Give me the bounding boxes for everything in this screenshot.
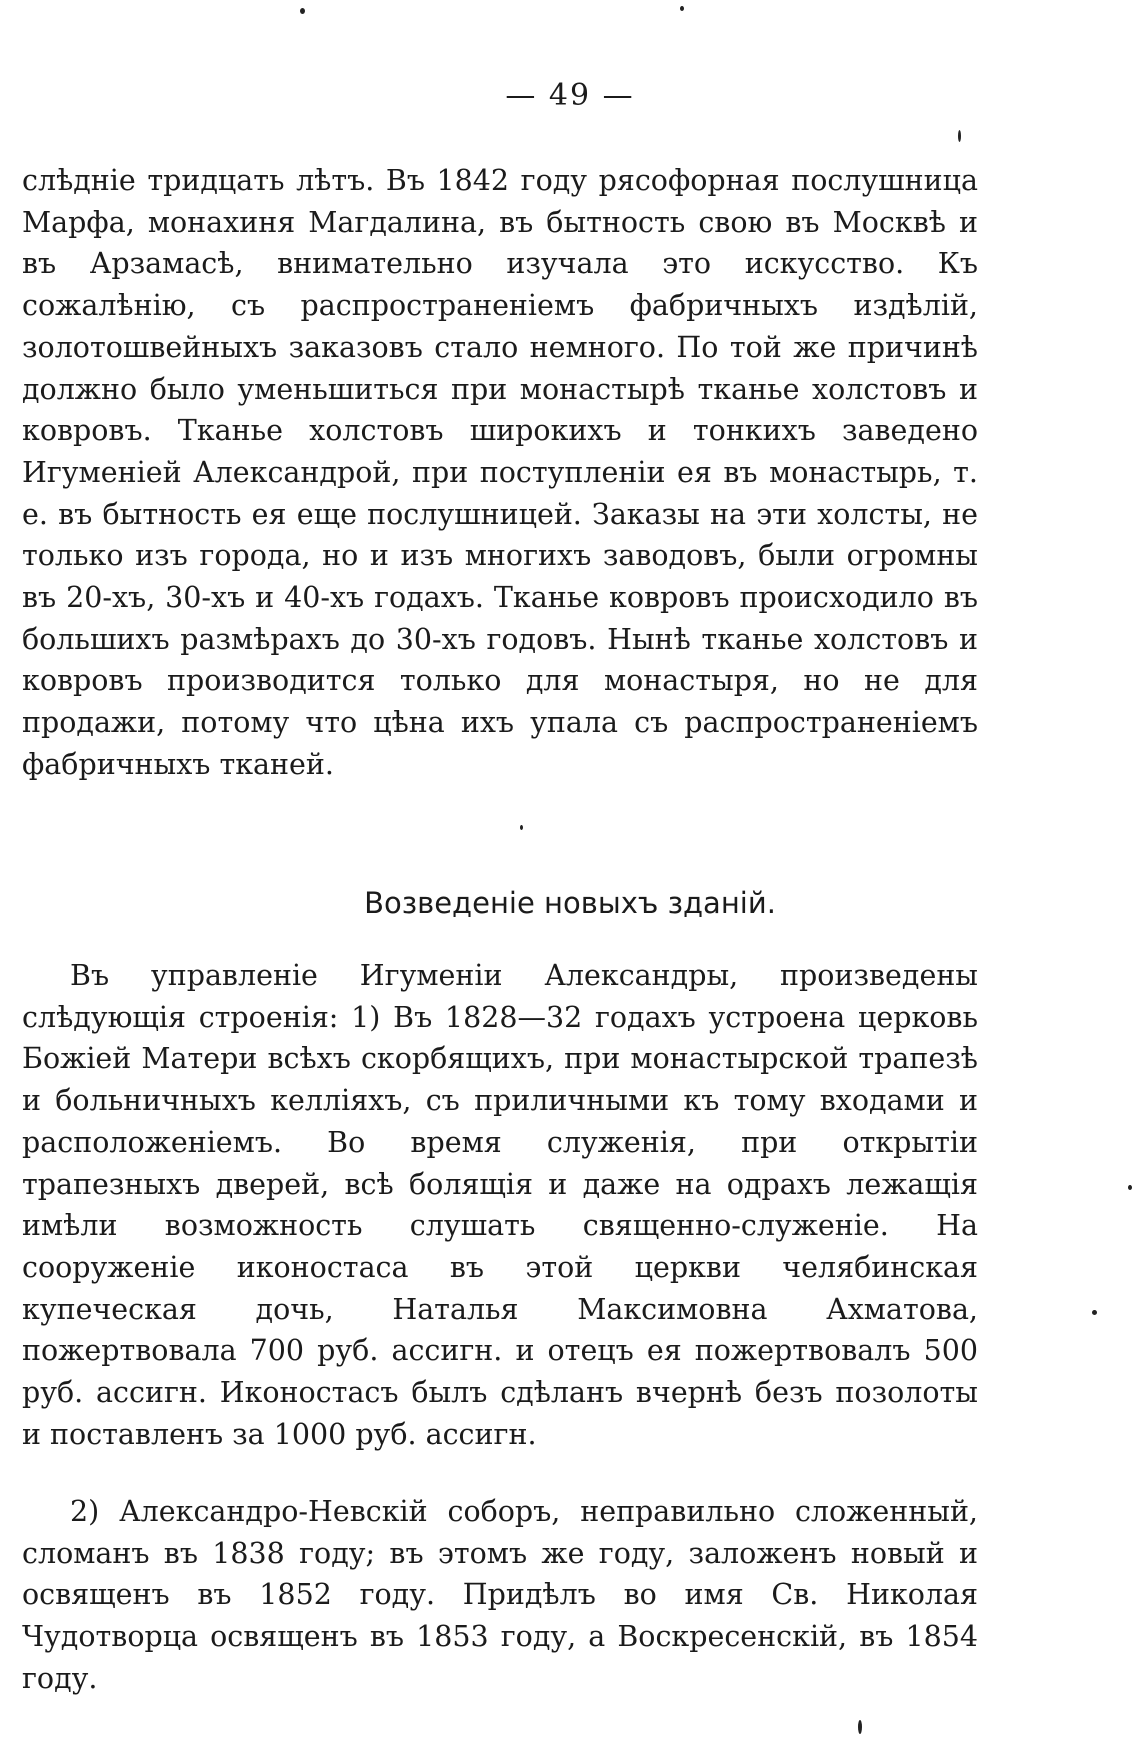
paper-speck — [520, 825, 523, 830]
paper-speck — [1092, 1310, 1097, 1315]
paragraph-cathedral — [22, 1491, 978, 1700]
paper-speck — [858, 1720, 862, 1734]
paper-speck — [1128, 1185, 1132, 1190]
paper-speck — [958, 130, 961, 142]
paragraph-text: 2) Александро-Невскій соборъ, неправильно сложенный, сломанъ въ 1838 году; въ этомъ же году, заложенъ новый и освященъ въ 1852 году. Придѣлъ во имя Св. Николая Чудотворца освященъ въ 1853 году, а Воскресенскій, въ 1854 году. — [22, 1495, 978, 1695]
paper-speck — [300, 8, 305, 14]
paper-speck — [680, 6, 684, 11]
section-heading: Возведеніе новыхъ зданій. — [364, 886, 776, 920]
paragraph-weaving — [22, 160, 978, 786]
paragraph-text: Въ управленіе Игуменіи Александры, произведены слѣдующія строенія: 1) Въ 1828—32 годахъ устроена церковь Божіей Матери всѣхъ скорбящихъ, при монастырской трапезѣ и больничныхъ келліяхъ, съ приличными къ тому входами и расположеніемъ. Во время служенія, при открытіи трапезныхъ дверей, всѣ болящія и даже на одрахъ лежащія имѣли возможность слушать священно-служеніе. На сооруженіе иконостаса въ этой церкви челябинская купеческая дочь, Наталья Максимовна Ахматова, пожертвовала 700 руб. ассигн. и отецъ ея пожертвовалъ 500 руб. ассигн. Иконостасъ былъ сдѣланъ вчернѣ безъ позолоты и поставленъ за 1000 руб. ассигн. — [22, 959, 978, 1451]
paragraph-buildings — [22, 955, 978, 1455]
paragraph-text: слѣдніе тридцать лѣтъ. Въ 1842 году рясофорная послушница Марфа, монахиня Магдалина, въ бытность свою въ Москвѣ и въ Арзамасѣ, внимательно изучала это искусство. Къ сожалѣнію, съ распространеніемъ фабричныхъ издѣлій, золотошвейныхъ заказовъ стало немного. По той же причинѣ должно было уменьшиться при монастырѣ тканье холстовъ и ковровъ. Тканье холстовъ широкихъ и тонкихъ заведено Игуменіей Александрой, при поступленіи ея въ монастырь, т. е. въ бытность ея еще послушницей. Заказы на эти холсты, не только изъ города, но и изъ многихъ заводовъ, были огромны въ 20-хъ, 30-хъ и 40-хъ годахъ. Тканье ковровъ происходило въ большихъ размѣрахъ до 30-хъ годовъ. Нынѣ тканье холстовъ и ковровъ производится только для монастыря, но не для продажи, потому что цѣна ихъ упала съ распространеніемъ фабричныхъ тканей. — [22, 164, 978, 781]
page-number: — 49 — — [505, 78, 635, 113]
